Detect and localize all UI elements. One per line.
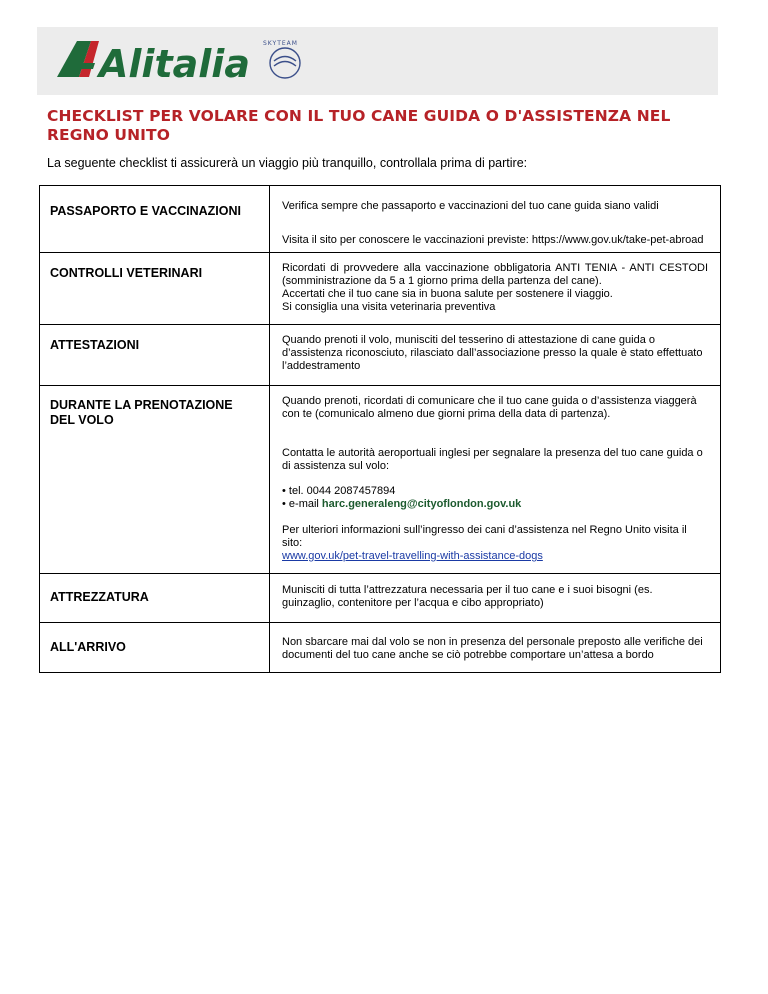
passport-line2: Visita il sito per conoscere le vaccinazioni previste: https://www.gov.uk/take-pet-abroad [282, 234, 704, 246]
booking-email-line [282, 498, 708, 511]
label-passport: PASSAPORTO E VACCINAZIONI [40, 186, 270, 252]
booking-line2: Contatta le autorità aeroportuali inglesi per segnalare la presenza del tuo cane guida o di assistenza sul volo: [282, 447, 703, 472]
intro-text: La seguente checklist ti assicurerà un viaggio più tranquillo, controllala prima di partire: [47, 156, 528, 170]
booking-info: Per ulteriori informazioni sull’ingresso dei cani d’assistenza nel Regno Unito visita il sito: [282, 524, 687, 549]
label-arrival: ALL'ARRIVO [40, 623, 270, 672]
attestations-line1: Quando prenoti il volo, munisciti del tesserino di attestazione di cane guida o d’assistenza riconosciuto, rilasciato dall’associazione presso la quale è stato effettuato l’addestramento [282, 334, 703, 372]
passport-line1: Verifica sempre che passaporto e vaccinazioni del tuo cane guida siano validi [282, 200, 659, 212]
booking-email-prefix: • e-mail [282, 498, 322, 510]
label-booking: DURANTE LA PRENOTAZIONE DEL VOLO [40, 386, 270, 573]
skyteam-icon [263, 40, 300, 78]
arrival-line1: Non sbarcare mai dal volo se non in presenza del personale preposto alle verifiche dei documenti del tuo cane anche se ciò potrebbe comportare un’attesa a bordo [282, 636, 703, 661]
booking-email: harc.generaleng@cityoflondon.gov.uk [321, 498, 522, 510]
vet-line2: Accertati che il tuo cane sia in buona salute per sostenere il viaggio. [282, 288, 613, 300]
row-vet [40, 252, 720, 324]
checklist-table [39, 185, 721, 673]
equipment-line1: Munisciti di tutta l’attrezzatura necessaria per il tuo cane e i suoi bisogni (es. guinzaglio, contenitore per l’acqua e cibo appropriato) [282, 584, 653, 609]
assistance-dogs-link[interactable]: www.gov.uk/pet-travel-travelling-with-assistance-dogs [282, 550, 543, 562]
booking-tel: • tel. 0044 2087457894 [282, 485, 396, 497]
alitalia-logo [55, 33, 315, 85]
row-passport [40, 186, 720, 252]
row-arrival [40, 622, 720, 672]
row-attestations [40, 324, 720, 385]
label-vet: CONTROLLI VETERINARI [40, 253, 270, 324]
booking-link-line [282, 550, 708, 563]
label-equipment: ATTREZZATURA [40, 574, 270, 622]
svg-text:SKYTEAM: SKYTEAM [263, 40, 298, 47]
row-booking [40, 385, 720, 573]
booking-line1: Quando prenoti, ricordati di comunicare che il tuo cane guida o d’assistenza viaggerà con te (comunicalo almeno due giorni prima della data di partenza). [282, 395, 697, 420]
document-title: CHECKLIST PER VOLARE CON IL TUO CANE GUIDA O D'ASSISTENZA NEL REGNO UNITO [47, 107, 671, 144]
label-attestations: ATTESTAZIONI [40, 325, 270, 385]
row-equipment [40, 573, 720, 622]
vet-line3: Si consiglia una visita veterinaria preventiva [282, 301, 496, 313]
vet-line1: Ricordati di provvedere alla vaccinazione obbligatoria ANTI TENIA - ANTI CESTODI (somministrazione da 5 a 1 giorno prima della partenza del cane). [282, 262, 708, 287]
svg-text:Alitalia: Alitalia [99, 42, 250, 85]
